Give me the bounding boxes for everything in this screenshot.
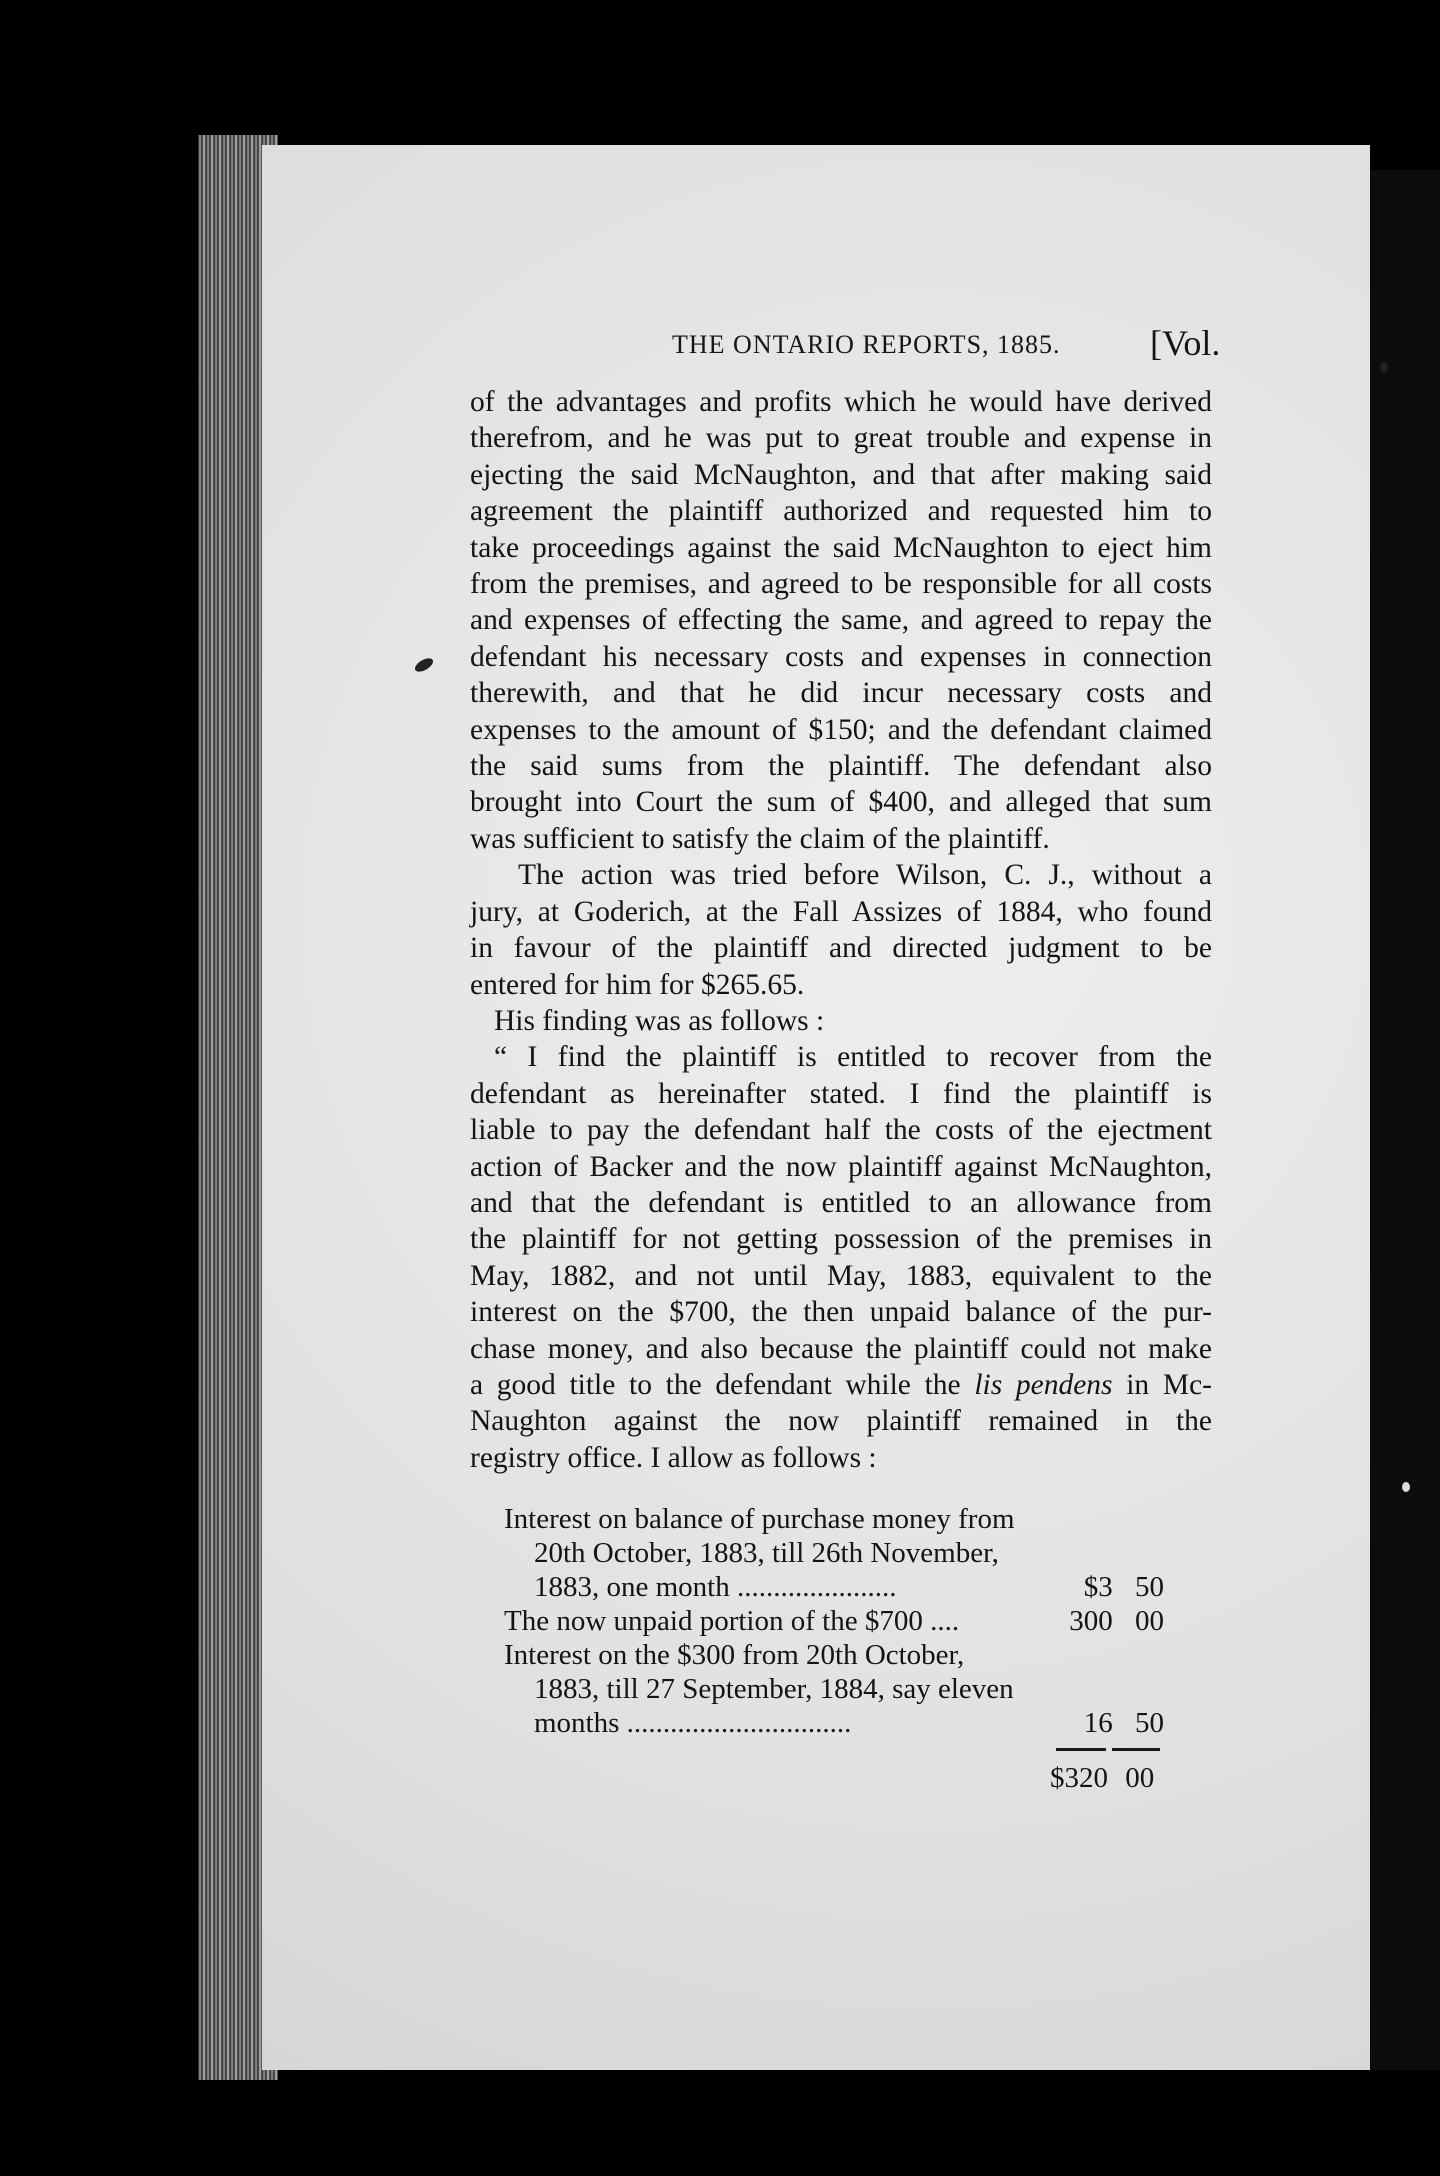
item-description <box>504 1502 1064 1604</box>
paragraph <box>470 1003 1212 1039</box>
text-line: take proceedings against the said McNaughton to eject him <box>470 531 1212 564</box>
item-line: The now unpaid portion of the $700 .... <box>504 1605 960 1637</box>
text-line: jury, at Goderich, at the Fall Assizes of 1884, who found <box>470 895 1212 928</box>
text-line: therefrom, and he was put to great trouble and expense in <box>470 422 1212 455</box>
text-line: liable to pay the defendant half the costs of the ejectment <box>470 1114 1212 1147</box>
amount-dollars: 300 <box>1069 1605 1113 1637</box>
text-line: a good title to the defendant while the lis pendens in Mc- <box>470 1368 1213 1401</box>
text-line: ejecting the said McNaughton, and that after making said <box>470 458 1212 491</box>
paragraph <box>470 1039 1212 1476</box>
text-line: chase money, and also because the plaintiff could not make <box>470 1332 1212 1365</box>
text-line: the plaintiff for not getting possession of the premises in <box>470 1223 1212 1256</box>
volume-label: [Vol. <box>1150 323 1221 363</box>
table-row <box>504 1502 1164 1604</box>
table-row <box>504 1604 1164 1638</box>
total-amount <box>1050 1762 1154 1795</box>
item-amount <box>1064 1604 1164 1638</box>
item-line: months ............................... <box>534 1707 852 1739</box>
text-line: entered for him for $265.65. <box>470 968 805 1001</box>
item-amount <box>1064 1502 1164 1604</box>
text-line: brought into Court the sum of $400, and alleged that sum <box>470 786 1212 819</box>
text-line: therewith, and that he did incur necessary costs and <box>470 677 1212 710</box>
text-line: was sufficient to satisfy the claim of the plaintiff. <box>470 822 1050 855</box>
allowance-table <box>504 1502 1164 1740</box>
amount-dollars: $3 <box>1083 1571 1113 1603</box>
amount-dollars: 16 <box>1083 1707 1113 1739</box>
text-line: defendant as hereinafter stated. I find the plaintiff is <box>470 1077 1212 1110</box>
text-line: “ I find the plaintiff is entitled to recover from the <box>494 1041 1212 1074</box>
text-line: the said sums from the plaintiff. The defendant also <box>470 750 1212 783</box>
item-description <box>504 1638 1064 1740</box>
total-cents: 00 <box>1125 1762 1155 1794</box>
text-line: The action was tried before Wilson, C. J., without a <box>518 859 1212 892</box>
sum-rule-cents <box>1112 1748 1160 1751</box>
facing-page-edge <box>1370 170 1440 2070</box>
text-line: of the advantages and profits which he would have derived <box>470 386 1212 418</box>
ink-speck <box>1402 1482 1410 1492</box>
italic-phrase: lis pendens <box>974 1368 1113 1401</box>
item-amount <box>1064 1638 1164 1740</box>
text-line: May, 1882, and not until May, 1883, equivalent to the <box>470 1259 1212 1292</box>
text-line: from the premises, and agreed to be responsible for all costs <box>470 568 1212 601</box>
text-line: and expenses of effecting the same, and agreed to repay the <box>470 604 1212 637</box>
item-line: 1883, one month ...................... <box>534 1571 897 1603</box>
text-line: expenses to the amount of $150; and the defendant claimed <box>470 713 1212 746</box>
item-description <box>504 1604 1064 1638</box>
text-line: interest on the $700, the then unpaid balance of the pur- <box>470 1296 1212 1329</box>
text-line: agreement the plaintiff authorized and requested him to <box>470 495 1212 528</box>
body-text <box>470 384 1212 1476</box>
sum-rule-dollars <box>1056 1748 1106 1751</box>
amount-cents: 50 <box>1135 1707 1164 1739</box>
text-line: registry office. I allow as follows : <box>470 1441 877 1474</box>
amount-cents: 50 <box>1135 1571 1164 1603</box>
paragraph <box>470 384 1212 857</box>
text-line: His finding was as follows : <box>494 1004 825 1037</box>
table-row <box>504 1638 1164 1740</box>
text-line: action of Backer and the now plaintiff against McNaughton, <box>470 1150 1212 1183</box>
item-line: 20th October, 1883, till 26th November, <box>534 1537 999 1569</box>
amount-cents: 00 <box>1135 1605 1164 1637</box>
total-dollars: $320 <box>1050 1762 1108 1794</box>
running-head: THE ONTARIO REPORTS, 1885. <box>672 330 1061 359</box>
item-line: 1883, till 27 September, 1884, say eleven <box>534 1673 1014 1705</box>
paragraph <box>470 857 1212 1003</box>
item-line: Interest on balance of purchase money from <box>504 1503 1015 1535</box>
item-line: Interest on the $300 from 20th October, <box>504 1639 965 1671</box>
text-line: defendant his necessary costs and expenses in connection <box>470 640 1212 673</box>
ink-speck <box>1380 362 1388 372</box>
text-line: and that the defendant is entitled to an allowance from <box>470 1186 1212 1219</box>
text-line: in favour of the plaintiff and directed judgment to be <box>470 932 1212 965</box>
text-line: Naughton against the now plaintiff remained in the <box>470 1405 1212 1438</box>
ink-speck <box>324 1700 334 1708</box>
